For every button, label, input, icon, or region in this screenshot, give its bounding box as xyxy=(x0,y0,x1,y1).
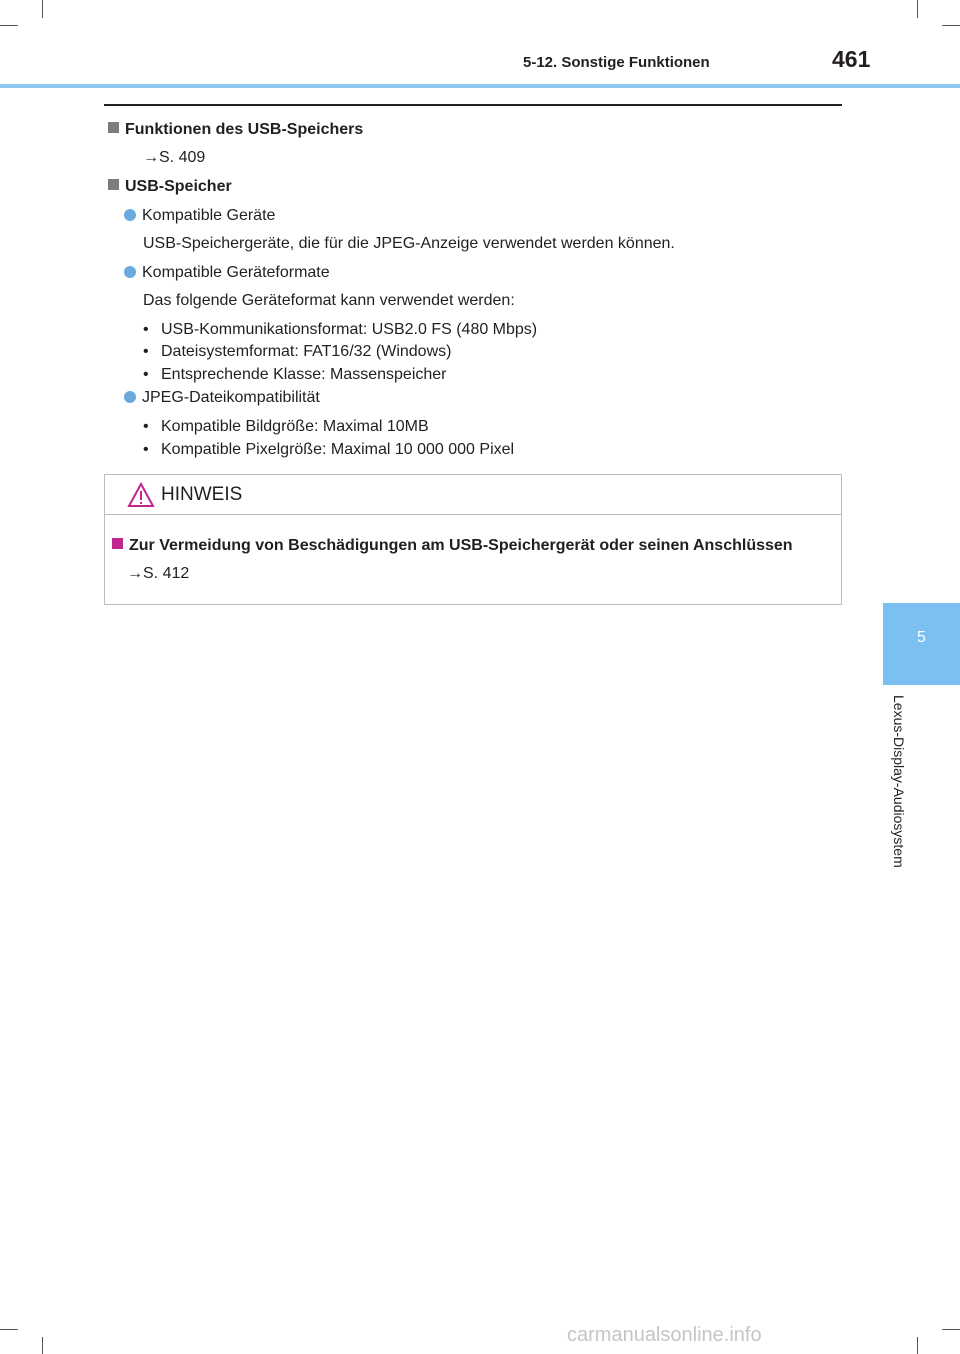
item-text: USB-Speichergeräte, die für die JPEG-Anzeige verwendet werden können. xyxy=(143,235,675,252)
square-bullet-icon xyxy=(112,538,123,549)
list-item: • Entsprechende Klasse: Massenspeicher xyxy=(143,366,447,383)
list-item: • Kompatible Bildgröße: Maximal 10MB xyxy=(143,418,429,435)
notice-reference: →S. 412 xyxy=(127,565,190,582)
square-bullet-icon xyxy=(108,179,119,190)
item-title: Kompatible Geräteformate xyxy=(142,264,330,281)
page-reference: →S. 409 xyxy=(143,149,206,166)
header-bar xyxy=(0,84,960,88)
chapter-tab xyxy=(883,603,960,685)
item-compatible-formats xyxy=(124,264,330,282)
list-item-text: Dateisystemformat: FAT16/32 (Windows) xyxy=(161,343,452,360)
crop-mark xyxy=(942,25,960,26)
square-bullet-icon xyxy=(108,122,119,133)
crop-mark xyxy=(0,25,18,26)
item-title: Kompatible Geräte xyxy=(142,207,276,224)
list-item: • USB-Kommunikationsformat: USB2.0 FS (480 Mbps) xyxy=(143,321,538,338)
watermark: carmanualsonline.info xyxy=(567,1324,762,1346)
list-item-text: Entsprechende Klasse: Massenspeicher xyxy=(161,366,447,383)
item-compatible-devices xyxy=(124,207,275,225)
page-number: 461 xyxy=(832,46,871,72)
crop-mark xyxy=(917,1337,918,1354)
notice-heading-text: Zur Vermeidung von Beschädigungen am USB-Speichergerät oder seinen Anschlüssen xyxy=(129,537,793,554)
heading-text: USB-Speicher xyxy=(125,178,232,195)
notice-title: HINWEIS xyxy=(161,484,243,505)
top-rule xyxy=(104,104,842,106)
crop-mark xyxy=(917,0,918,18)
item-jpeg-compat xyxy=(124,389,320,407)
crop-mark xyxy=(0,1329,18,1330)
notice-box xyxy=(104,474,842,605)
circle-bullet-icon xyxy=(124,391,136,403)
circle-bullet-icon xyxy=(124,266,136,278)
item-title: JPEG-Dateikompatibilität xyxy=(142,389,320,406)
list-item-text: Kompatible Bildgröße: Maximal 10MB xyxy=(161,418,429,435)
list-item-text: Kompatible Pixelgröße: Maximal 10 000 000 Pixel xyxy=(161,441,515,458)
crop-mark xyxy=(42,0,43,18)
heading-text: Funktionen des USB-Speichers xyxy=(125,121,364,138)
circle-bullet-icon xyxy=(124,209,136,221)
chapter-title: Lexus-Display-Audiosystem xyxy=(891,695,907,868)
warning-icon xyxy=(127,482,155,508)
list-item-text: USB-Kommunikationsformat: USB2.0 FS (480 Mbps) xyxy=(161,321,538,338)
list-item: • Kompatible Pixelgröße: Maximal 10 000 000 Pixel xyxy=(143,441,515,458)
chapter-number: 5 xyxy=(917,629,926,646)
crop-mark xyxy=(942,1329,960,1330)
heading-usb-functions xyxy=(108,121,363,139)
crop-mark xyxy=(42,1337,43,1354)
notice-divider xyxy=(105,514,841,515)
notice-heading xyxy=(112,537,793,555)
item-text: Das folgende Geräteformat kann verwendet werden: xyxy=(143,292,515,309)
header-section-title: 5-12. Sonstige Funktionen xyxy=(523,54,710,71)
heading-usb-storage xyxy=(108,178,232,196)
list-item: • Dateisystemformat: FAT16/32 (Windows) xyxy=(143,343,452,360)
